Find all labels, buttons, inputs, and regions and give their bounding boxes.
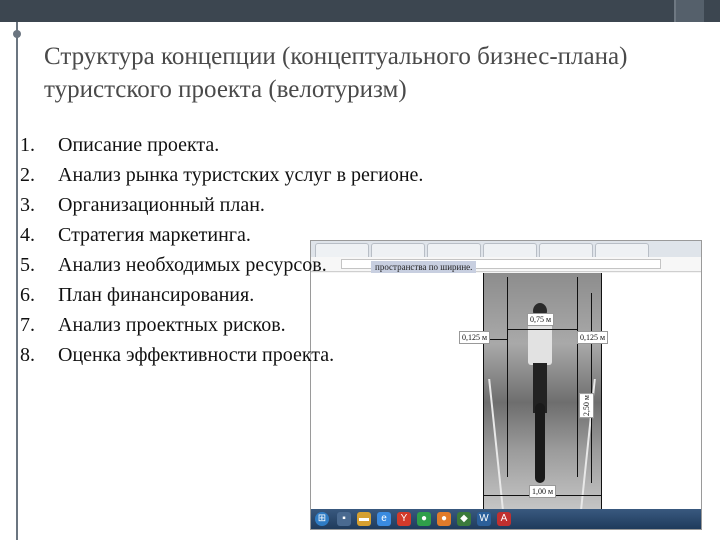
- browser-tab[interactable]: [483, 243, 537, 257]
- dimension-label-height: 2,50 м: [579, 393, 594, 418]
- dimension-line: [577, 277, 578, 477]
- cyclist-photo: [483, 273, 601, 509]
- agenda-item: [20, 130, 423, 160]
- agenda-item: [20, 340, 423, 370]
- dimension-line: [507, 329, 577, 330]
- start-button-icon[interactable]: ⊞: [315, 512, 329, 526]
- item-text: Описание проекта.: [58, 134, 220, 156]
- save-icon[interactable]: ▪: [337, 512, 351, 526]
- dimension-label-total-width: 1,00 м: [529, 485, 556, 498]
- dimension-line: [601, 273, 602, 509]
- lane-marking: [488, 379, 504, 509]
- item-text: Организационный план.: [58, 194, 265, 216]
- ie-icon[interactable]: e: [377, 512, 391, 526]
- item-text: Анализ необходимых ресурсов.: [58, 254, 327, 276]
- word-icon[interactable]: W: [477, 512, 491, 526]
- left-decorative-line: [16, 22, 18, 540]
- agenda-item: [20, 250, 423, 280]
- item-number: 8.: [20, 344, 35, 366]
- item-number: 6.: [20, 284, 35, 306]
- item-number: 1.: [20, 134, 35, 156]
- browser-tab[interactable]: [539, 243, 593, 257]
- agenda-item: [20, 280, 423, 310]
- slide-title: Структура концепции (концептуального бизнес-плана) туристского проекта (велотуризм): [44, 43, 628, 103]
- dimension-label-right-gap: 0,125 м: [577, 331, 608, 344]
- browser-tab[interactable]: [595, 243, 649, 257]
- agenda-item: [20, 220, 423, 250]
- top-decorative-bar: [0, 0, 720, 22]
- dimension-line: [483, 273, 484, 509]
- item-number: 4.: [20, 224, 35, 246]
- agenda-item: [20, 310, 423, 340]
- left-line-dot: [13, 30, 21, 38]
- item-number: 7.: [20, 314, 35, 336]
- dimension-line: [507, 277, 508, 477]
- pdf-icon[interactable]: A: [497, 512, 511, 526]
- yandex-icon[interactable]: Y: [397, 512, 411, 526]
- item-text: Стратегия маркетинга.: [58, 224, 251, 246]
- agenda-list: [20, 130, 423, 370]
- cyclist-figure: [523, 303, 557, 483]
- app-icon[interactable]: ◆: [457, 512, 471, 526]
- item-text: Оценка эффективности проекта.: [58, 344, 335, 366]
- agenda-item: [20, 160, 423, 190]
- item-number: 2.: [20, 164, 35, 186]
- page-heading-strip: пространства по ширине.: [371, 261, 476, 273]
- top-bar-accent: [674, 0, 704, 22]
- bicycle-wheel: [535, 403, 545, 483]
- dimension-label-top-width: 0,75 м: [527, 313, 554, 326]
- item-text: План финансирования.: [58, 284, 255, 306]
- item-number: 5.: [20, 254, 35, 276]
- dimension-label-left-gap: 0,125 м: [459, 331, 490, 344]
- firefox-icon[interactable]: ●: [437, 512, 451, 526]
- agenda-item: [20, 190, 423, 220]
- browser-tab[interactable]: [427, 243, 481, 257]
- windows-taskbar: [311, 509, 701, 529]
- chrome-icon[interactable]: ●: [417, 512, 431, 526]
- dimension-line: [591, 293, 592, 483]
- item-number: 3.: [20, 194, 35, 216]
- item-text: Анализ проектных рисков.: [58, 314, 286, 336]
- item-text: Анализ рынка туристских услуг в регионе.: [58, 164, 424, 186]
- folder-icon[interactable]: ▬: [359, 513, 369, 524]
